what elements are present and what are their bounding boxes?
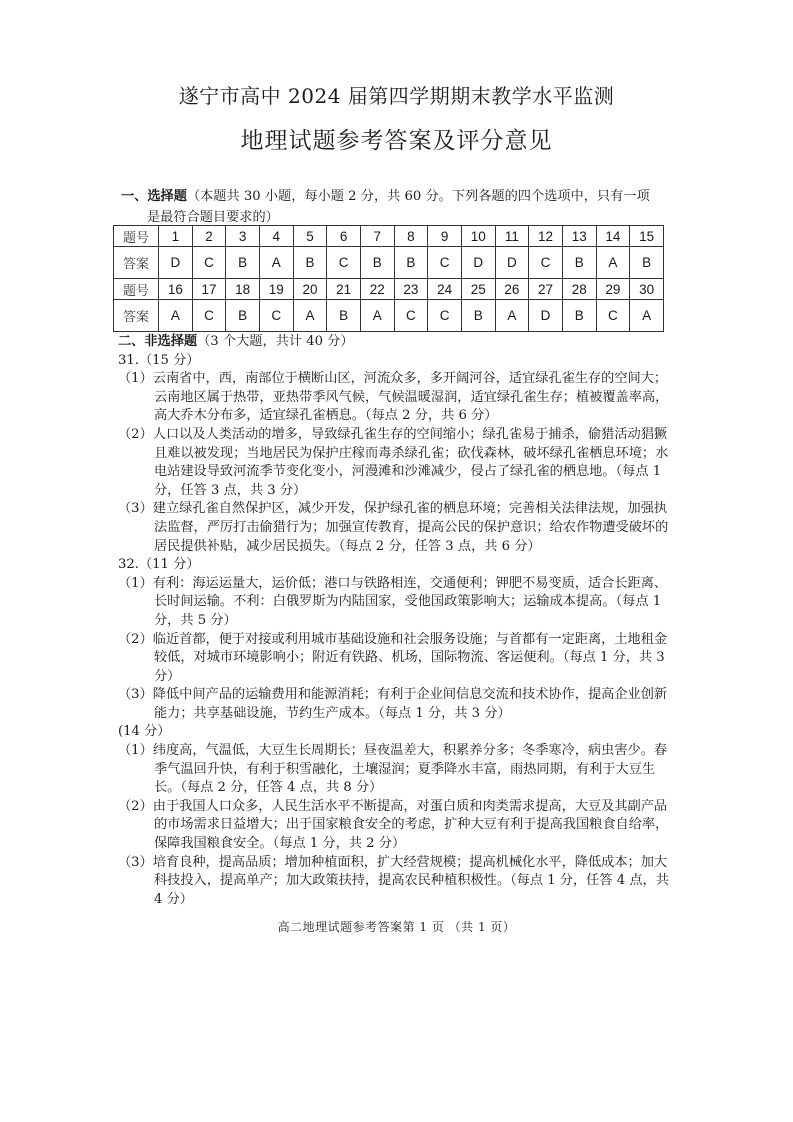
answer-item: （2）临近首都，便于对接或利用城市基础设施和社会服务设施；与首都有一定距离，土地租金较低，对城市环境影响小；附近有铁路、机场，国际物流、客运便利。（每点 1 分，共 3 分） <box>118 631 668 684</box>
row-label-answer: 答案 <box>114 300 159 332</box>
answer-cell: D <box>159 247 193 279</box>
question-block <box>118 352 678 557</box>
answer-cell: C <box>428 247 462 279</box>
question-number-cell: 22 <box>360 279 394 300</box>
row-label-answer: 答案 <box>114 247 159 279</box>
question-number-cell: 5 <box>293 226 327 247</box>
answer-item: （1）纬度高，气温低，大豆生长周期长；昼夜温差大，积累养分多；冬季寒冷，病虫害少。春季气温回升快，有利于积雪融化，土壤湿润；夏季降水丰富，雨热同期，有利于大豆生长。（每点 2 分，任答 4 点，共 8 分） <box>118 743 668 796</box>
question-number-cell: 23 <box>394 279 428 300</box>
page-footer: 高二地理试题参考答案第 1 页 （共 1 页） <box>277 920 516 934</box>
answer-item: （3）建立绿孔雀自然保护区，减少开发，保护绿孔雀的栖息环境；完善相关法律法规，加强执法监督，严厉打击偷猎行为；加强宣传教育，提高公民的保护意识；给农作物遭受破坏的居民提供补贴，减少居民损失。（每点 2 分，任答 3 点，共 6 分） <box>118 501 669 554</box>
answer-cell: B <box>226 300 260 332</box>
answer-cell: D <box>461 247 495 279</box>
answer-cell: C <box>259 300 293 332</box>
section2-description: （3 个大题，共计 40 分） <box>197 334 354 349</box>
question-number-cell: 3 <box>226 226 260 247</box>
answer-cell: D <box>529 300 563 332</box>
question-block <box>118 723 678 909</box>
question-number-cell: 18 <box>226 279 260 300</box>
question-number-cell: 14 <box>596 226 630 247</box>
answer-cell: A <box>495 300 529 332</box>
question-number-cell: 27 <box>529 279 563 300</box>
answer-cell: B <box>394 247 428 279</box>
answer-cell: C <box>192 300 226 332</box>
answer-cell: A <box>293 300 327 332</box>
question-number-cell: 2 <box>192 226 226 247</box>
answer-cell: A <box>630 300 664 332</box>
answer-cell: B <box>461 300 495 332</box>
question-number-cell: 13 <box>562 226 596 247</box>
answer-item: （1）有利：海运运量大，运价低；港口与铁路相连，交通便利；钾肥不易变质，适合长距离、长时间运输。不利：白俄罗斯为内陆国家，受他国政策影响大；运输成本提高。（每点 1 分，共 5 分） <box>118 575 668 628</box>
answer-cell: A <box>360 300 394 332</box>
question-number-cell: 20 <box>293 279 327 300</box>
section1-description: （本题共 30 小题，每小题 2 分，共 60 分。下列各题的四个选项中，只有一项 <box>186 189 650 204</box>
answer-cell: C <box>428 300 462 332</box>
document-title: 地理试题参考答案及评分意见 <box>240 128 553 154</box>
question-heading: 31.（15 分） <box>118 352 200 368</box>
answer-cell: A <box>259 247 293 279</box>
question-number-cell: 24 <box>428 279 462 300</box>
question-number-cell: 4 <box>259 226 293 247</box>
answer-cell: A <box>596 247 630 279</box>
question-number-cell: 19 <box>259 279 293 300</box>
question-number-cell: 11 <box>495 226 529 247</box>
question-number-cell: 10 <box>461 226 495 247</box>
question-number-cell: 26 <box>495 279 529 300</box>
section1-description-cont: 是最符合题目要求的） <box>147 210 279 225</box>
answer-cell: C <box>192 247 226 279</box>
row-label-number: 题号 <box>114 279 159 300</box>
answer-item: （2）由于我国人口众多，人民生活水平不断提高，对蛋白质和肉类需求提高，大豆及其副产品的市场需求日益增大；出于国家粮食安全的考虑，扩种大豆有利于提高我国粮食自给率，保障我国粮食安全。（每点 1 分，共 2 分） <box>118 798 669 852</box>
answer-cell: A <box>159 300 193 332</box>
section1-heading: 一、选择题 <box>121 189 187 204</box>
question-number-cell: 25 <box>461 279 495 300</box>
row-label-number: 题号 <box>114 226 159 247</box>
answer-cell: B <box>293 247 327 279</box>
question-number-cell: 9 <box>428 226 462 247</box>
question-number-cell: 1 <box>159 226 193 247</box>
answer-item: （3）降低中间产品的运输费用和能源消耗；有利于企业间信息交流和技术协作，提高企业创新能力；共享基础设施，节约生产成本。（每点 1 分，共 3 分） <box>118 687 668 721</box>
question-block <box>118 556 678 723</box>
section2-heading: 二、非选择题 <box>118 334 198 349</box>
answer-cell: B <box>562 300 596 332</box>
question-number-cell: 7 <box>360 226 394 247</box>
answer-table <box>113 225 664 332</box>
question-number-row <box>114 226 664 247</box>
question-number-cell: 21 <box>327 279 361 300</box>
answer-cell: C <box>529 247 563 279</box>
question-number-cell: 30 <box>630 279 664 300</box>
answer-row <box>114 300 664 332</box>
question-number-cell: 6 <box>327 226 361 247</box>
answer-cell: C <box>327 247 361 279</box>
answer-cell: B <box>226 247 260 279</box>
question-number-cell: 8 <box>394 226 428 247</box>
section2-header <box>118 333 678 352</box>
answer-cell: D <box>495 247 529 279</box>
question-number-cell: 12 <box>529 226 563 247</box>
answer-item: （1）云南省中，西，南部位于横断山区，河流众多，多开阔河谷，适宜绿孔雀生存的空间大；云南地区属于热带，亚热带季风气候，气候温暖湿润，适宜绿孔雀生存；植被覆盖率高，高大乔木分布多，适宜绿孔雀栖息。（每点 2 分，共 6 分） <box>118 371 669 424</box>
question-number-cell: 17 <box>192 279 226 300</box>
answer-cell: B <box>562 247 596 279</box>
answer-item: （3）培育良种，提高品质；增加种植面积，扩大经营规模；提高机械化水平，降低成本；加大科技投入，提高单产；加大政策扶持，提高农民种植积极性。（每点 1 分，任答 4 点，共 4 分） <box>118 854 669 907</box>
answer-row <box>114 247 664 279</box>
answer-cell: C <box>596 300 630 332</box>
question-number-row <box>114 279 664 300</box>
exam-title: 遂宁市高中 2024 届第四学期期末教学水平监测 <box>178 84 615 108</box>
answer-cell: B <box>630 247 664 279</box>
section-multiple-choice <box>121 186 676 228</box>
question-number-cell: 15 <box>630 226 664 247</box>
question-number-cell: 16 <box>159 279 193 300</box>
question-number-cell: 29 <box>596 279 630 300</box>
question-heading: (14 分） <box>118 724 171 740</box>
question-heading: 32.（11 分） <box>118 557 200 573</box>
question-number-cell: 28 <box>562 279 596 300</box>
answer-cell: C <box>394 300 428 332</box>
answer-item: （2）人口以及人类活动的增多，导致绿孔雀生存的空间缩小；绿孔雀易于捕杀，偷猎活动猖獗且难以被发现；当地居民为保护庄稼而毒杀绿孔雀；砍伐森林，破坏绿孔雀栖息环境；水电站建设导致河流季节变化变小，河漫滩和沙滩减少，侵占了绿孔雀的栖息地。（每点 1 分，任答 3 点，共 3 分） <box>118 426 669 498</box>
answer-cell: B <box>360 247 394 279</box>
answer-cell: B <box>327 300 361 332</box>
section-open-questions <box>118 333 678 909</box>
